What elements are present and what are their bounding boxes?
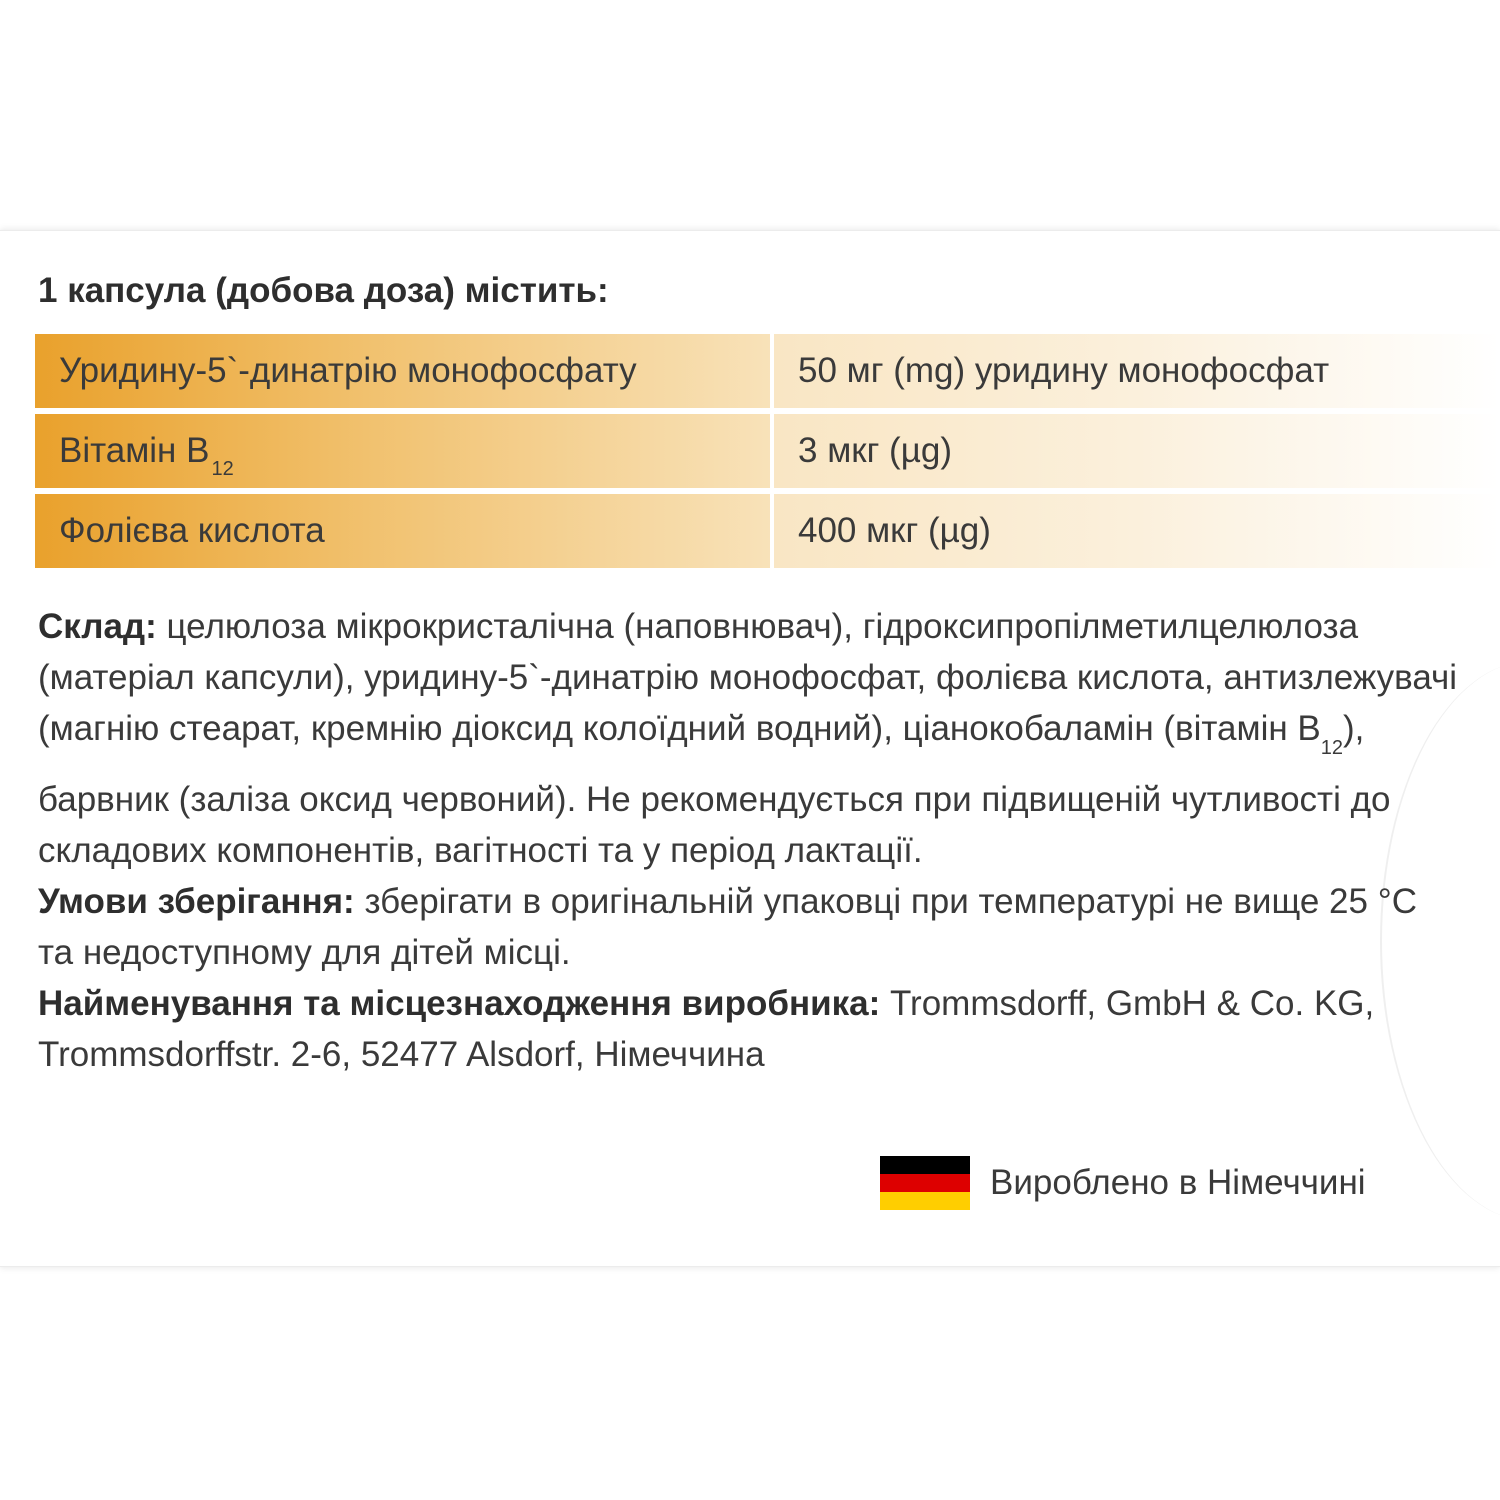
dose-heading: 1 капсула (добова доза) містить:	[38, 271, 609, 310]
composition-subscript: 12	[1320, 737, 1343, 759]
storage-label: Умови зберігання:	[38, 882, 355, 921]
dose-value-uridine	[774, 334, 1500, 408]
storage-text: зберігати в оригінальній упаковці при температурі не вище 25 °С та недоступному для дітей місці.	[38, 882, 1417, 972]
origin-block	[880, 1156, 1366, 1210]
dose-value-vitamin-b12	[774, 414, 1500, 488]
dose-name-text: Уридину-5`-динатрію монофосфату	[59, 351, 637, 390]
germany-flag-icon	[880, 1156, 970, 1210]
dose-value-folic-acid	[774, 494, 1500, 568]
composition-paragraph	[38, 601, 1458, 876]
manufacturer-text: Trommsdorff, GmbH & Co. KG, Trommsdorffstr. 2-6, 52477 Alsdorf, Німеччина	[38, 984, 1375, 1074]
flag-stripe-gold	[880, 1192, 970, 1210]
dose-name-text: Фолієва кислота	[59, 511, 325, 550]
dose-name-vitamin-b12	[35, 414, 770, 488]
composition-label: Склад:	[38, 607, 157, 646]
dose-table	[35, 334, 1500, 574]
composition-text-end: ), барвник (заліза оксид червоний). Не рекомендується при підвищеній чутливості до складових компонентів, вагітності та у період лактації.	[38, 709, 1391, 870]
info-text-block	[38, 601, 1458, 1080]
dose-name-uridine	[35, 334, 770, 408]
dose-row-uridine	[35, 334, 1500, 408]
dose-value-text: 400 мкг (µg)	[798, 511, 991, 550]
dose-name-subscript: 12	[211, 457, 234, 480]
dose-value-text: 3 мкг (µg)	[798, 431, 952, 470]
dose-row-folic-acid	[35, 494, 1500, 568]
manufacturer-label: Найменування та місцезнаходження виробника:	[38, 984, 881, 1023]
dose-value-text: 50 мг (mg) уридину монофосфат	[798, 351, 1330, 390]
dose-name-folic-acid	[35, 494, 770, 568]
manufacturer-paragraph	[38, 978, 1458, 1080]
dose-name-text: Вітамін B	[59, 431, 210, 470]
storage-paragraph	[38, 876, 1458, 978]
composition-text: целюлоза мікрокристалічна (наповнювач), гідроксипропілметилцелюлоза (матеріал капсули), уридину-5`-динатрію монофосфат, фолієва кислота, антизлежувачі (магнію стеарат, кремнію діоксид колоїдний водний), ціанокобаламін (вітамін B	[38, 607, 1458, 748]
origin-text: Вироблено в Німеччині	[990, 1163, 1366, 1202]
flag-stripe-red	[880, 1174, 970, 1192]
flag-stripe-black	[880, 1156, 970, 1174]
package-panel	[0, 230, 1500, 1267]
dose-row-vitamin-b12	[35, 414, 1500, 488]
